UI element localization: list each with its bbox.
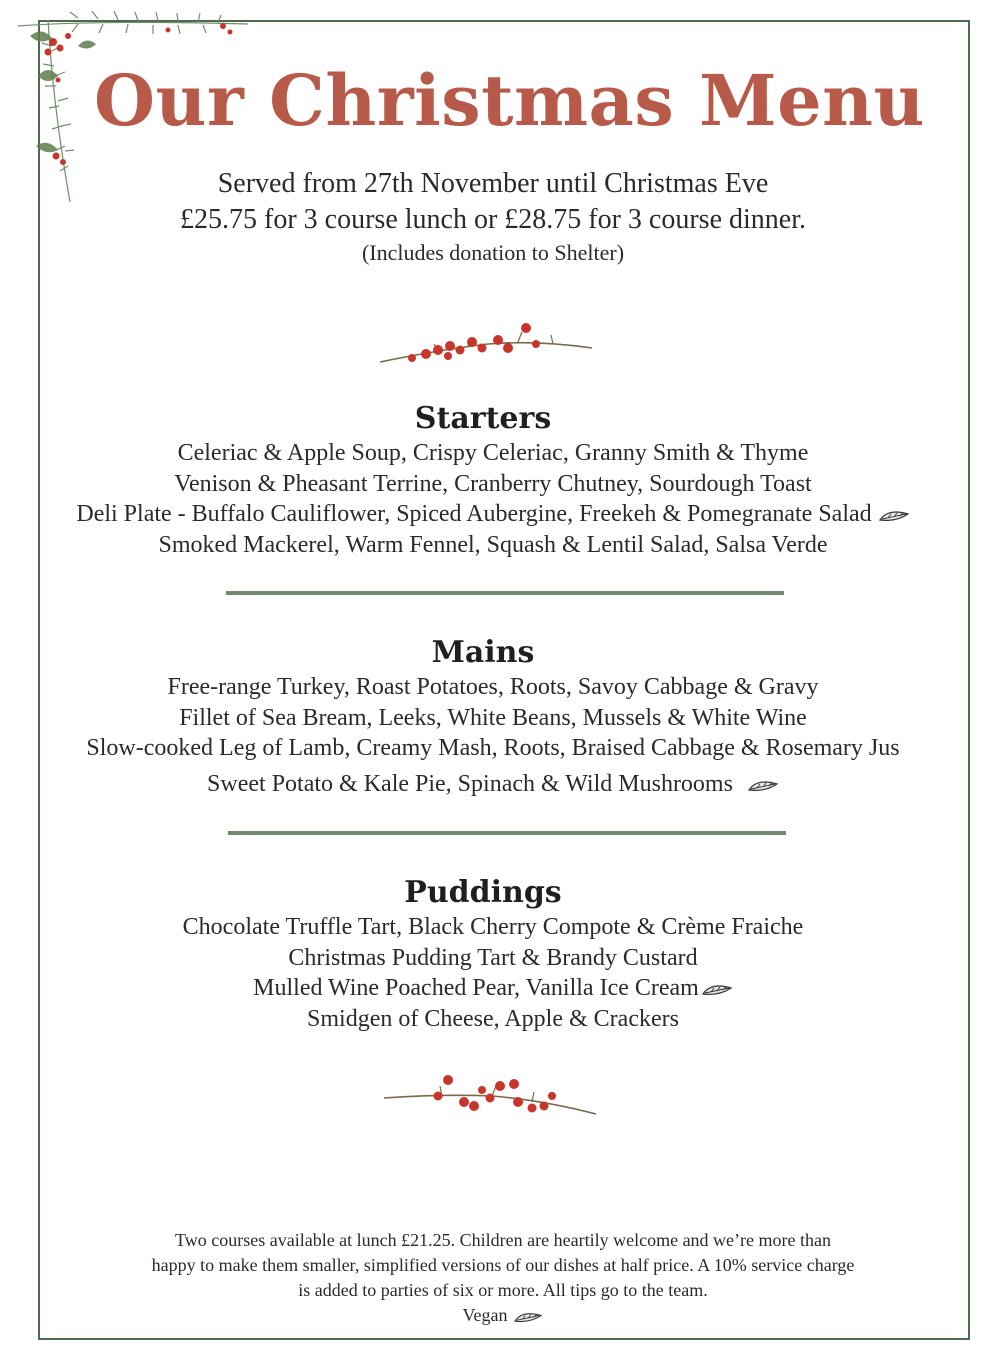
donation-note: (Includes donation to Shelter) [361,240,625,265]
puddings-heading: Puddings [404,875,562,910]
menu-intro [0,166,986,268]
divider [228,831,786,835]
list-item: Celeriac & Apple Soup, Crispy Celeriac, Granny Smith & Thyme [177,440,809,466]
footer-line: is added to parties of six or more. All tips go to the team. [298,1280,708,1300]
list-item: Mulled Wine Poached Pear, Vanilla Ice Cream [0,973,986,1004]
starters-heading: Starters [414,401,552,436]
menu-title: Our Christmas Menu [94,59,925,142]
leaf-icon [513,1310,543,1323]
mains-heading: Mains [431,635,535,670]
leaf-icon [701,982,733,996]
list-item: Sweet Potato & Kale Pie, Spinach & Wild Mushrooms [0,769,986,800]
served-dates: Served from 27th November until Christmas Eve [217,168,769,199]
footer-line: happy to make them smaller, simplified versions of our dishes at half price. A 10% service charge [151,1255,855,1275]
list-item: Smidgen of Cheese, Apple & Crackers [307,1005,679,1032]
list-item: Slow-cooked Leg of Lamb, Creamy Mash, Roots, Braised Cabbage & Rosemary Jus [86,735,900,761]
berry-branch-icon [382,1072,598,1120]
vegan-legend: Vegan [0,1303,986,1328]
divider [226,591,784,595]
list-item: Deli Plate - Buffalo Cauliflower, Spiced Aubergine, Freekeh & Pomegranate Salad [0,499,986,530]
starters-list [0,438,986,560]
footer-note [0,1228,986,1328]
list-item: Free-range Turkey, Roast Potatoes, Roots, Savoy Cabbage & Gravy [167,674,819,700]
mains-list [0,672,986,799]
berry-branch-icon [378,320,594,368]
list-item: Smoked Mackerel, Warm Fennel, Squash & Lentil Salad, Salsa Verde [158,531,828,558]
list-item: Venison & Pheasant Terrine, Cranberry Chutney, Sourdough Toast [174,470,812,497]
list-item: Chocolate Truffle Tart, Black Cherry Compote & Crème Fraiche [182,914,804,940]
leaf-icon [878,508,910,522]
price-line: £25.75 for 3 course lunch or £28.75 for 3 course dinner. [180,204,806,235]
leaf-icon [747,778,779,792]
list-item: Christmas Pudding Tart & Brandy Custard [288,944,698,971]
list-item: Fillet of Sea Bream, Leeks, White Beans, Mussels & White Wine [179,704,807,731]
puddings-list [0,912,986,1034]
footer-line: Two courses available at lunch £21.25. Children are heartily welcome and we’re more than [175,1230,831,1250]
